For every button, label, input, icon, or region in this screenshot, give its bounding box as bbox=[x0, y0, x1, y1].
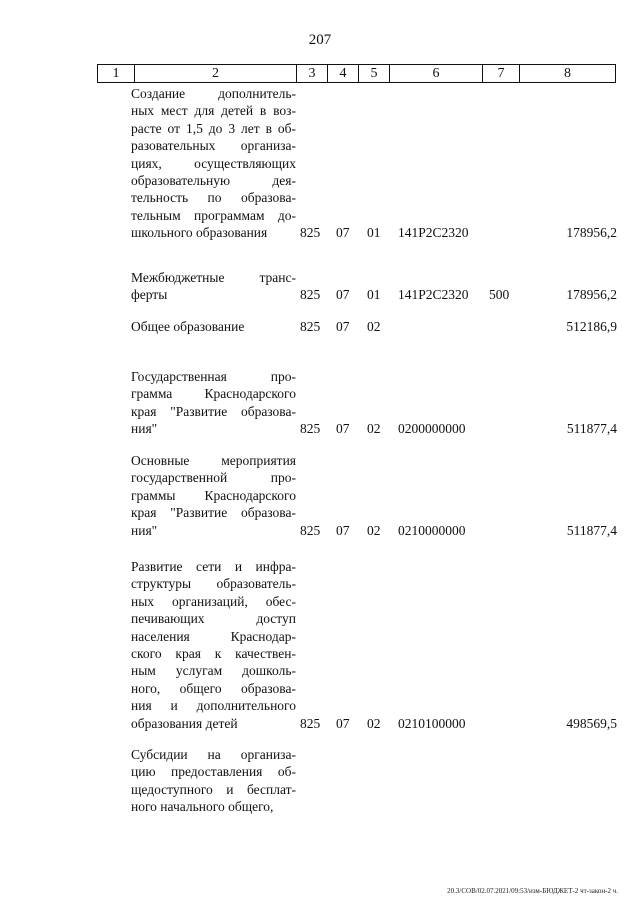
row-description bbox=[131, 558, 296, 732]
description-line: края "Развитие образова- bbox=[131, 505, 296, 521]
cell-c8: 178956,2 bbox=[566, 287, 617, 303]
cell-c7: 500 bbox=[489, 287, 510, 303]
cell-c5: 02 bbox=[367, 319, 381, 334]
header-col-5: 5 bbox=[358, 65, 389, 82]
description-line: цию предоставления об- bbox=[131, 764, 296, 780]
description-line: расте от 1,5 до 3 лет в об- bbox=[131, 120, 296, 136]
cell-c4: 07 bbox=[336, 287, 350, 303]
description-line: ного, общего образова- bbox=[131, 680, 296, 696]
description-line: структуры образователь- bbox=[131, 576, 296, 592]
cell-c6: 141P2C2320 bbox=[398, 287, 469, 303]
description-line: ского края к качествен- bbox=[131, 646, 296, 662]
description-line: образования детей bbox=[131, 715, 238, 731]
description-line: печивающих доступ bbox=[131, 611, 296, 627]
header-col-3: 3 bbox=[296, 65, 327, 82]
description-line: Развитие сети и инфра- bbox=[131, 559, 296, 574]
row-description bbox=[131, 85, 296, 242]
header-col-6: 6 bbox=[389, 65, 482, 82]
description-line: ного начального общего, bbox=[131, 799, 274, 815]
cell-c5: 01 bbox=[367, 287, 381, 303]
cell-c3: 825 bbox=[300, 287, 321, 303]
header-col-7: 7 bbox=[482, 65, 519, 82]
cell-c5: 02 bbox=[367, 421, 381, 437]
cell-c6: 0210000000 bbox=[398, 522, 466, 538]
table-header bbox=[97, 64, 616, 83]
description-line: граммы Краснодарского bbox=[131, 487, 296, 503]
cell-c3: 825 bbox=[300, 319, 321, 334]
cell-c3: 825 bbox=[300, 715, 321, 731]
description-line: образовательную дея- bbox=[131, 173, 296, 189]
header-col-8: 8 bbox=[519, 65, 615, 82]
cell-c4: 07 bbox=[336, 421, 350, 437]
cell-c8: 178956,2 bbox=[566, 225, 617, 241]
description-line: ния" bbox=[131, 421, 158, 437]
description-line: государственной про- bbox=[131, 470, 296, 486]
cell-c5: 02 bbox=[367, 522, 381, 538]
cell-c8: 498569,5 bbox=[566, 715, 617, 731]
header-col-2: 2 bbox=[134, 65, 296, 82]
row-description bbox=[131, 452, 296, 539]
cell-c6: 141P2C2320 bbox=[398, 225, 469, 241]
footer-stamp: 20.3/СОВ/02.07.2021/09:53/изм-БЮДЖЕТ-2 чт-закон-2 ч. bbox=[447, 887, 618, 895]
row-description bbox=[131, 318, 296, 335]
description-line: тельность по образова- bbox=[131, 190, 296, 206]
description-line: школьного образования bbox=[131, 225, 268, 241]
description-line: Создание дополнитель- bbox=[131, 86, 296, 101]
description-line: ных мест для детей в воз- bbox=[131, 103, 296, 119]
description-line: Основные мероприятия bbox=[131, 453, 296, 468]
description-line: ния" bbox=[131, 522, 158, 538]
description-line: ных организаций, обес- bbox=[131, 593, 296, 609]
cell-c4: 07 bbox=[336, 319, 350, 334]
header-col-1: 1 bbox=[112, 66, 120, 81]
cell-c4: 07 bbox=[336, 715, 350, 731]
header-col-4: 4 bbox=[327, 65, 358, 82]
description-line: Общее образование bbox=[131, 319, 245, 334]
row-description bbox=[131, 368, 296, 438]
cell-c8: 511877,4 bbox=[566, 421, 617, 437]
description-line: Субсидии на организа- bbox=[131, 747, 296, 762]
description-line: разовательных организа- bbox=[131, 138, 296, 154]
row-description bbox=[131, 746, 296, 816]
description-line: щедоступного и бесплат- bbox=[131, 781, 296, 797]
cell-c3: 825 bbox=[300, 522, 321, 538]
cell-c4: 07 bbox=[336, 522, 350, 538]
description-line: Межбюджетные транс- bbox=[131, 270, 296, 285]
description-line: тельным программам до- bbox=[131, 207, 296, 223]
cell-c5: 01 bbox=[367, 225, 381, 241]
cell-c6: 0210100000 bbox=[398, 715, 466, 731]
description-line: циях, осуществляющих bbox=[131, 155, 296, 171]
cell-c8: 511877,4 bbox=[566, 522, 617, 538]
cell-c6: 0200000000 bbox=[398, 421, 466, 437]
description-line: грамма Краснодарского bbox=[131, 386, 296, 402]
cell-c4: 07 bbox=[336, 225, 350, 241]
description-line: ния и дополнительного bbox=[131, 698, 296, 714]
description-line: Государственная про- bbox=[131, 369, 296, 384]
cell-c8: 512186,9 bbox=[566, 319, 617, 334]
cell-c5: 02 bbox=[367, 715, 381, 731]
description-line: ным услугам дошколь- bbox=[131, 663, 296, 679]
description-line: населения Краснодар- bbox=[131, 628, 296, 644]
row-description bbox=[131, 269, 296, 304]
page-number: 207 bbox=[308, 32, 332, 48]
cell-c3: 825 bbox=[300, 421, 321, 437]
description-line: края "Развитие образова- bbox=[131, 403, 296, 419]
description-line: ферты bbox=[131, 287, 168, 303]
cell-c3: 825 bbox=[300, 225, 321, 241]
